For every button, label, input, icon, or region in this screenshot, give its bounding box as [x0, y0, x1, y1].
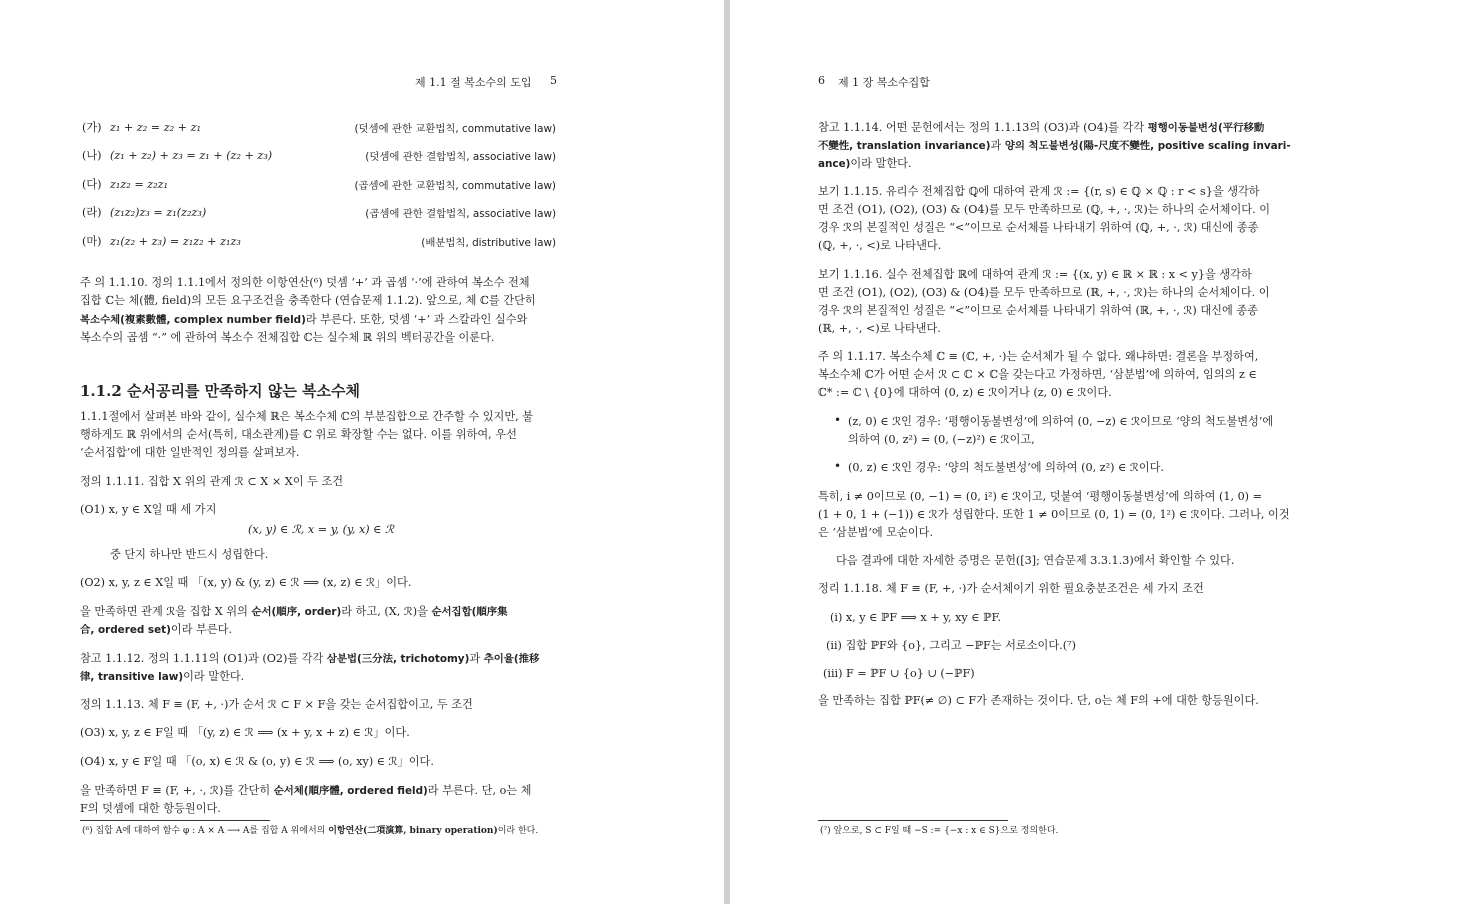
- law-name: (곱셈에 관한 결합법칙, associative law): [365, 208, 556, 220]
- section-heading: 1.1.2 순서공리를 만족하지 않는 복소수체: [80, 382, 360, 400]
- display-formula: (x, y) ∈ ℛ, x = y, (y, x) ∈ ℛ: [248, 523, 394, 536]
- example-line: 보기 1.1.16. 실수 전체집합 ℝ에 대하여 관계 ℛ := {(x, y) ∈ ℝ × ℝ : x < y}을 생각하: [818, 268, 1252, 281]
- footnote-rule: [818, 820, 1008, 821]
- law-label: (라): [82, 206, 102, 219]
- condition-o1: (O1) x, y ∈ X일 때 세 가지: [80, 503, 217, 516]
- example-line: 경우 ℛ의 본질적인 성질은 “<”이므로 순서체를 나타내기 위하여 (ℝ, +, ·, ℛ) 대신에 종종: [818, 304, 1258, 317]
- bullet-text: (0, z) ∈ ℛ인 경우: ‘양의 척도불변성’에 의하여 (0, z²) ∈ ℛ이다.: [848, 461, 1164, 474]
- footnote-rule: [80, 820, 270, 821]
- definition-heading: 정의 1.1.11. 집합 X 위의 관계 ℛ ⊂ X × X이 두 조건: [80, 475, 344, 488]
- law-label: (마): [82, 235, 102, 248]
- condition-o4: (O4) x, y ∈ F일 때 「(o, x) ∈ ℛ & (o, y) ∈ ℛ ⟹ (o, xy) ∈ ℛ」이다.: [80, 755, 434, 768]
- reference-line: 不變性, translation invariance)과 양의 척도불변성(陽-尺度不變性, positive scaling invari-: [818, 139, 1291, 152]
- law-name: (배분법칙, distributive law): [421, 237, 556, 249]
- law-name: (덧셈에 관한 결합법칙, associative law): [365, 151, 556, 163]
- remark-line: 복소수체(複素數體, complex number field)라 부른다. 또한, 덧셈 ‘+’ 과 스칼라인 실수와: [80, 313, 528, 326]
- definition-line: F의 덧셈에 대한 항등원이다.: [80, 802, 221, 815]
- definition-line: 을 만족하면 관계 ℛ을 집합 X 위의 순서(順序, order)라 하고, (X, ℛ)을 순서집합(順序集: [80, 605, 508, 618]
- paragraph-line: 1.1.1절에서 살펴본 바와 같이, 실수체 ℝ은 복소수체 ℂ의 부분집합으로 간주할 수 있지만, 불: [80, 410, 534, 423]
- theorem-heading: 정리 1.1.18. 체 F ≡ (F, +, ·)가 순서체이기 위한 필요충분조건은 세 가지 조건: [818, 582, 1204, 595]
- running-header: 제 1 장 복소수집합: [838, 76, 930, 89]
- theorem-condition: (ii) 집합 ℙF와 {o}, 그리고 −ℙF는 서로소이다.(⁷): [826, 639, 1076, 652]
- law-formula: z₁(z₂ + z₃) = z₁z₂ + z₁z₃: [110, 235, 241, 248]
- remark-line: 집합 ℂ는 체(體, field)의 모든 요구조건을 충족한다 (연습문제 1.1.2). 앞으로, 체 ℂ를 간단히: [80, 294, 536, 307]
- bullet-text: 의하여 (0, z²) = (0, (−z)²) ∈ ℛ이고,: [848, 433, 1035, 446]
- theorem-condition: (iii) F = ℙF ∪ {o} ∪ (−ℙF): [823, 667, 975, 680]
- remark-line: 주 의 1.1.17. 복소수체 ℂ ≡ (ℂ, +, ·)는 순서체가 될 수 없다. 왜냐하면: 결론을 부정하여,: [818, 350, 1259, 363]
- footnote: (⁷) 앞으로, S ⊂ F일 때 −S := {−x : x ∈ S}으로 정의한다.: [820, 826, 1059, 836]
- condition-o3: (O3) x, y, z ∈ F일 때 「(y, z) ∈ ℛ ⟹ (x + y, x + z) ∈ ℛ」이다.: [80, 726, 410, 739]
- paragraph-line: 행하게도 ℝ 위에서의 순서(특히, 대소관계)를 ℂ 위로 확장할 수는 없다. 이를 위하여, 우선: [80, 428, 517, 441]
- definition-line: 合, ordered set)이라 부른다.: [80, 623, 233, 636]
- remark-line: 주 의 1.1.10. 정의 1.1.1에서 정의한 이항연산(⁶) 덧셈 ‘+’ 과 곱셈 ‘·’에 관하여 복소수 전체: [80, 276, 530, 289]
- example-line: 경우 ℛ의 본질적인 성질은 “<”이므로 순서체를 나타내기 위하여 (ℚ, +, ·, ℛ) 대신에 종종: [818, 221, 1259, 234]
- paragraph-line: 다음 결과에 대한 자세한 증명은 문헌([3]; 연습문제 3.3.1.3)에서 확인할 수 있다.: [836, 554, 1235, 567]
- remark-line: 복소수체 ℂ가 어떤 순서 ℛ ⊂ ℂ × ℂ을 갖는다고 가정하면, ‘삼분법’에 의하여, 임의의 z ∈: [818, 368, 1257, 381]
- definition-heading: 정의 1.1.13. 체 F ≡ (F, +, ·)가 순서 ℛ ⊂ F × F을 갖는 순서집합이고, 두 조건: [80, 698, 473, 711]
- theorem-tail: 을 만족하는 집합 ℙF(≠ ∅) ⊂ F가 존재하는 것이다. 단, o는 체 F의 +에 대한 항등원이다.: [818, 694, 1259, 707]
- law-formula: (z₁z₂)z₃ = z₁(z₂z₃): [110, 206, 207, 219]
- paragraph-line: 특히, i ≠ 0이므로 (0, −1) = (0, i²) ∈ ℛ이고, 덧붙여 ‘평행이동불변성’에 의하여 (1, 0) =: [818, 490, 1262, 503]
- law-label: (나): [82, 149, 102, 162]
- reference-line: 참고 1.1.12. 정의 1.1.11의 (O1)과 (O2)를 각각 삼분법(三分法, trichotomy)과 추이율(推移: [80, 652, 540, 665]
- running-header: 제 1.1 절 복소수의 도입: [415, 76, 532, 89]
- example-line: (ℚ, +, ·, <)로 나타낸다.: [818, 239, 942, 252]
- law-formula: z₁z₂ = z₂z₁: [110, 178, 169, 191]
- theorem-condition: (i) x, y ∈ ℙF ⟹ x + y, xy ∈ ℙF.: [830, 611, 1002, 624]
- term-bold: 복소수체(複素數體, complex number field): [80, 314, 306, 326]
- left-page: [0, 0, 724, 904]
- bullet: •: [834, 413, 842, 427]
- law-label: (가): [82, 121, 102, 134]
- example-line: (ℝ, +, ·, <)로 나타낸다.: [818, 322, 941, 335]
- law-formula: z₁ + z₂ = z₂ + z₁: [110, 121, 201, 134]
- remark-line: ℂ* := ℂ \ {0}에 대하여 (0, z) ∈ ℛ이거나 (z, 0) ∈ ℛ이다.: [818, 386, 1112, 399]
- reference-line: ance)이라 말한다.: [818, 157, 912, 170]
- example-line: 면 조건 (O1), (O2), (O3) & (O4)를 모두 만족하므로 (ℝ, +, ·, ℛ)는 하나의 순서체이다. 이: [818, 286, 1270, 299]
- condition-tail: 중 단지 하나만 반드시 성립한다.: [110, 548, 269, 561]
- footnote: (⁶) 집합 A에 대하여 함수 φ : A × A ⟶ A를 집합 A 위에서의 이항연산(二項演算, binary operation)이라 한다.: [82, 826, 539, 836]
- bullet: •: [834, 459, 842, 473]
- reference-line: 참고 1.1.14. 어떤 문헌에서는 정의 1.1.13의 (O3)과 (O4)를 각각 평행이동불변성(平行移動: [818, 121, 1265, 134]
- law-name: (덧셈에 관한 교환법칙, commutative law): [354, 123, 556, 135]
- paragraph-line: (1 + 0, 1 + (−1)) ∈ ℛ가 성립한다. 또한 1 ≠ 0이므로 (0, 1) = (0, 1²) ∈ ℛ이다. 그러나, 이것: [818, 508, 1290, 521]
- example-line: 보기 1.1.15. 유리수 전체집합 ℚ에 대하여 관계 ℛ := {(r, s) ∈ ℚ × ℚ : r < s}을 생각하: [818, 185, 1260, 198]
- example-line: 면 조건 (O1), (O2), (O3) & (O4)를 모두 만족하므로 (ℚ, +, ·, ℛ)는 하나의 순서체이다. 이: [818, 203, 1270, 216]
- right-page: [730, 0, 1458, 904]
- paragraph-line: ‘순서집합’에 대한 일반적인 정의를 살펴보자.: [80, 446, 300, 459]
- paragraph-line: 은 ‘삼분법’에 모순이다.: [818, 526, 934, 539]
- page-number: 6: [818, 74, 825, 87]
- remark-line: 복소수의 곱셈 “·” 에 관하여 복소수 전체집합 ℂ는 실수체 ℝ 위의 벡터공간을 이룬다.: [80, 331, 495, 344]
- condition-o2: (O2) x, y, z ∈ X일 때 「(x, y) & (y, z) ∈ ℛ ⟹ (x, z) ∈ ℛ」이다.: [80, 576, 412, 589]
- bullet-text: (z, 0) ∈ ℛ인 경우: ‘평행이동불변성’에 의하여 (0, −z) ∈ ℛ이므로 ‘양의 척도불변성’에: [848, 415, 1274, 428]
- law-name: (곱셈에 관한 교환법칙, commutative law): [354, 180, 556, 192]
- reference-line: 律, transitive law)이라 말한다.: [80, 670, 245, 683]
- definition-line: 을 만족하면 F ≡ (F, +, ·, ℛ)를 간단히 순서체(順序體, ordered field)라 부른다. 단, o는 체: [80, 784, 532, 797]
- law-formula: (z₁ + z₂) + z₃ = z₁ + (z₂ + z₃): [110, 149, 273, 162]
- page-number: 5: [550, 74, 557, 87]
- law-label: (다): [82, 178, 102, 191]
